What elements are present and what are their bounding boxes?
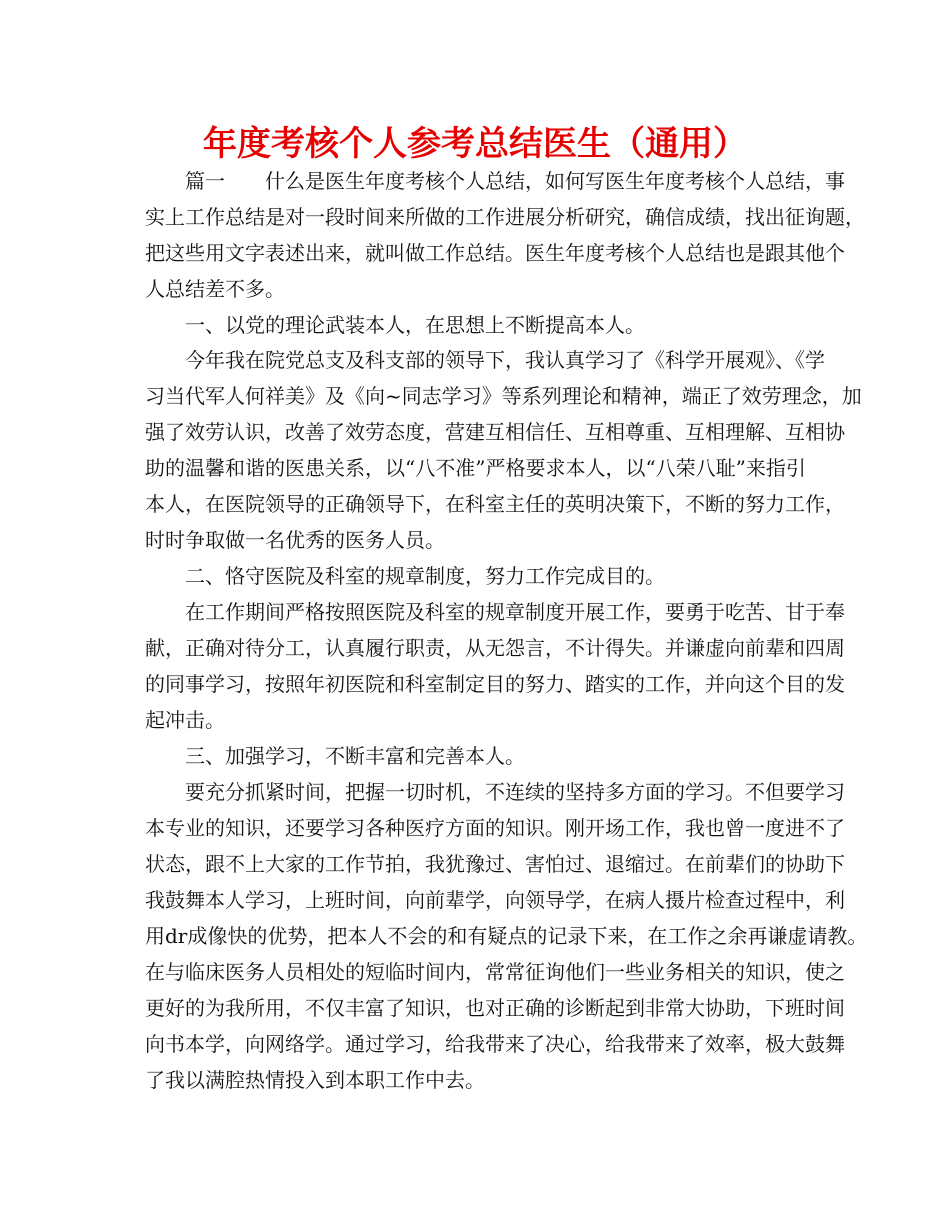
body-line-15: 的同事学习，按照年初医院和科室制定目的努力、踏实的工作，并向这个目的发	[145, 672, 845, 696]
body-line-26: 了我以满腔热情投入到本职工作中去。	[145, 1068, 485, 1092]
body-line-22: 用dr成像快的优势，把本人不会的和有疑点的记录下来，在工作之余再谦虚请教。	[145, 924, 868, 948]
section-heading-3: 三、加强学习，不断丰富和完善本人。	[145, 744, 525, 768]
body-line-25: 向书本学，向网络学。通过学习，给我带来了决心，给我带来了效率，极大鼓舞	[145, 1032, 845, 1056]
body-line-23: 在与临床医务人员相处的短临时间内，常常征询他们一些业务相关的知识，使之	[145, 960, 845, 984]
body-line-8: 强了效劳认识，改善了效劳态度，营建互相信任、互相尊重、互相理解、互相协	[145, 420, 845, 444]
body-line-21: 我鼓舞本人学习，上班时间，向前辈学，向领导学，在病人摄片检查过程中，利	[145, 888, 845, 912]
body-line-19: 本专业的知识，还要学习各种医疗方面的知识。刚开场工作，我也曾一度进不了	[145, 816, 845, 840]
body-line-20: 状态，跟不上大家的工作节拍，我犹豫过、害怕过、退缩过。在前辈们的协助下	[145, 852, 845, 876]
body-line-2: 实上工作总结是对一段时间来所做的工作进展分析研究，确信成绩，找出征询题，	[145, 205, 865, 229]
body-line-6: 今年我在院党总支及科支部的领导下，我认真学习了《科学开展观》、《学	[145, 348, 825, 372]
section-heading-1: 一、以党的理论武装本人，在思想上不断提高本人。	[145, 313, 645, 337]
section-heading-2: 二、恪守医院及科室的规章制度，努力工作完成目的。	[145, 564, 665, 588]
body-line-11: 时时争取做一名优秀的医务人员。	[145, 528, 445, 552]
body-line-24: 更好的为我所用，不仅丰富了知识，也对正确的诊断起到非常大协助，下班时间	[145, 996, 845, 1020]
document-title: 年度考核个人参考总结医生（通用）	[203, 124, 747, 164]
body-line-1: 篇一 什么是医生年度考核个人总结，如何写医生年度考核个人总结，事	[145, 169, 845, 193]
body-line-13: 在工作期间严格按照医院及科室的规章制度开展工作，要勇于吃苦、甘于奉	[145, 600, 845, 624]
body-line-10: 本人，在医院领导的正确领导下，在科室主任的英明决策下，不断的努力工作，	[145, 492, 845, 516]
body-line-14: 献，正确对待分工，认真履行职责，从无怨言，不计得失。并谦虚向前辈和四周	[145, 636, 845, 660]
body-line-16: 起冲击。	[145, 708, 225, 732]
body-line-9: 助的温馨和谐的医患关系，以“八不准”严格要求本人，以“八荣八耻”来指引	[145, 456, 806, 480]
body-line-18: 要充分抓紧时间，把握一切时机，不连续的坚持多方面的学习。不但要学习	[145, 780, 845, 804]
body-line-7: 习当代军人何祥美》及《向~同志学习》等系列理论和精神，端正了效劳理念，加	[145, 384, 862, 408]
body-line-4: 人总结差不多。	[145, 277, 285, 301]
body-line-3: 把这些用文字表述出来，就叫做工作总结。医生年度考核个人总结也是跟其他个	[145, 241, 845, 265]
